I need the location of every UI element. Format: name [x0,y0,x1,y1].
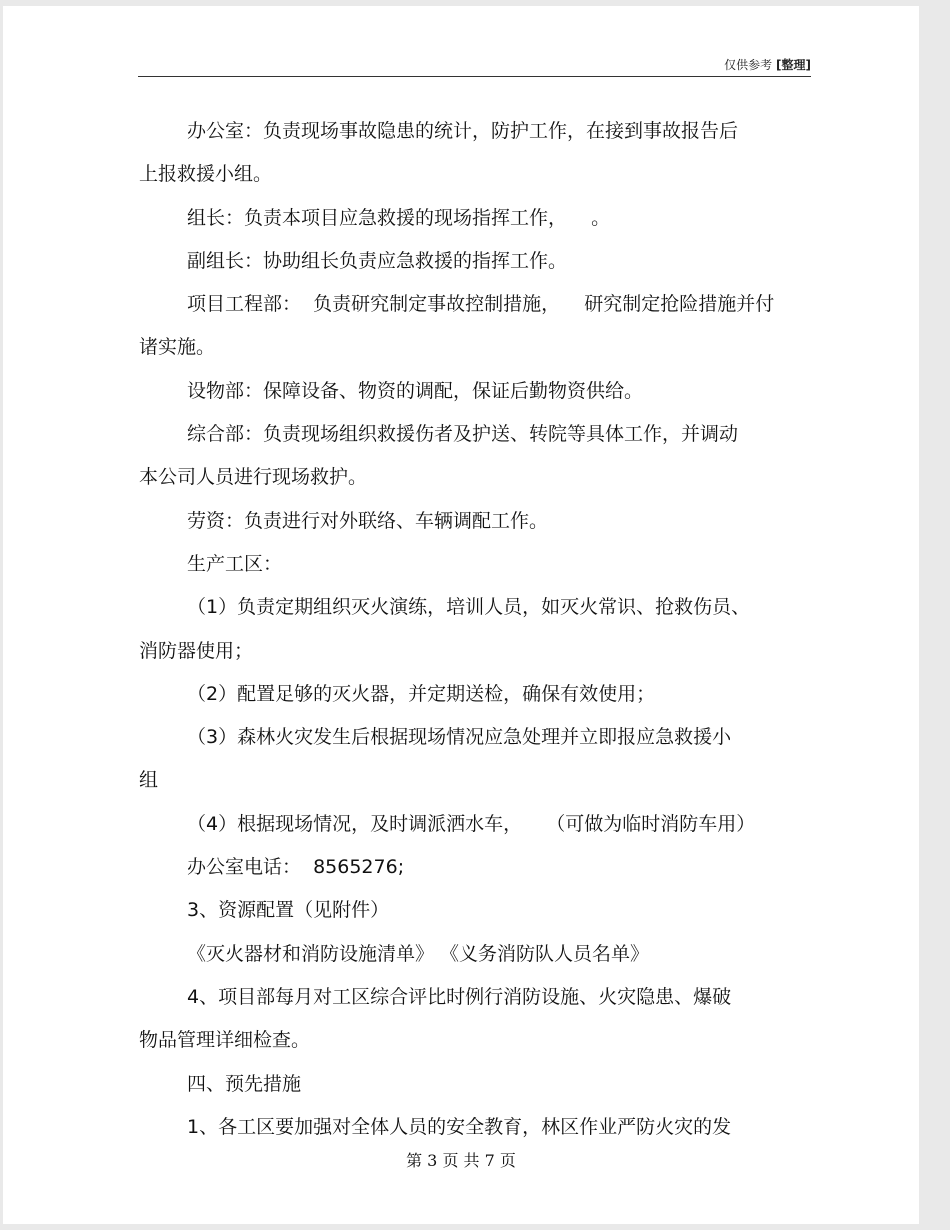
paragraph-line: （1）负责定期组织灭火演练，培训人员，如灭火常识、抢救伤员、 [187,596,751,619]
document-page [3,6,919,1224]
paragraph-line: 本公司人员进行现场救护。 [139,466,368,489]
page-header [138,56,811,73]
paragraph-line: （2）配置足够的灭火器，并定期送检，确保有效使用； [187,682,656,705]
header-text: 仅供参考 [724,58,773,72]
paragraph-line: 4、项目部每月对工区综合评比时例行消防设施、火灾隐患、爆破 [187,985,732,1008]
header-rule [138,76,811,77]
paragraph-line: 项目工程部： 负责研究制定事故控制措施， 研究制定抢险措施并付 [187,293,775,316]
paragraph-line: 1、各工区要加强对全体人员的安全教育，林区作业严防火灾的发 [187,1115,732,1138]
paragraph-line: 物品管理详细检查。 [139,1029,311,1052]
paragraph-line: 四、预先措施 [187,1072,302,1095]
paragraph-line: 组长：负责本项目应急救援的现场指挥工作， 。 [187,206,611,229]
paragraph-line: 设物部：保障设备、物资的调配，保证后勤物资供给。 [187,379,644,402]
paragraph-line: 生产工区： [187,552,283,575]
body-text [139,110,819,1149]
paragraph-line: 3、资源配置（见附件） [187,899,390,922]
paragraph-line: 副组长：协助组长负责应急救援的指挥工作。 [187,249,568,272]
paragraph-line: 《灭火器材和消防设施清单》 《义务消防队人员名单》 [187,942,650,965]
paragraph-line: （3）森林火灾发生后根据现场情况应急处理并立即报应急救援小 [187,726,732,749]
paragraph-line: 办公室电话： 8565276; [187,856,405,879]
page-footer: 第 3 页 共 7 页 [406,1151,516,1170]
paragraph-line: 综合部：负责现场组织救援伤者及护送、转院等具体工作，并调动 [187,423,739,446]
paragraph-line: 办公室：负责现场事故隐患的统计，防护工作，在接到事故报告后 [187,120,739,142]
header-bracket: [整理] [776,58,811,72]
paragraph-line: 消防器使用； [139,639,254,662]
paragraph-line: （4）根据现场情况，及时调派洒水车， （可做为临时消防车用） [187,812,756,835]
paragraph-line: 上报救援小组。 [139,163,273,186]
paragraph-line: 诸实施。 [139,336,216,359]
paragraph-line: 劳资：负责进行对外联络、车辆调配工作。 [187,509,549,532]
paragraph-line: 组 [139,769,159,792]
